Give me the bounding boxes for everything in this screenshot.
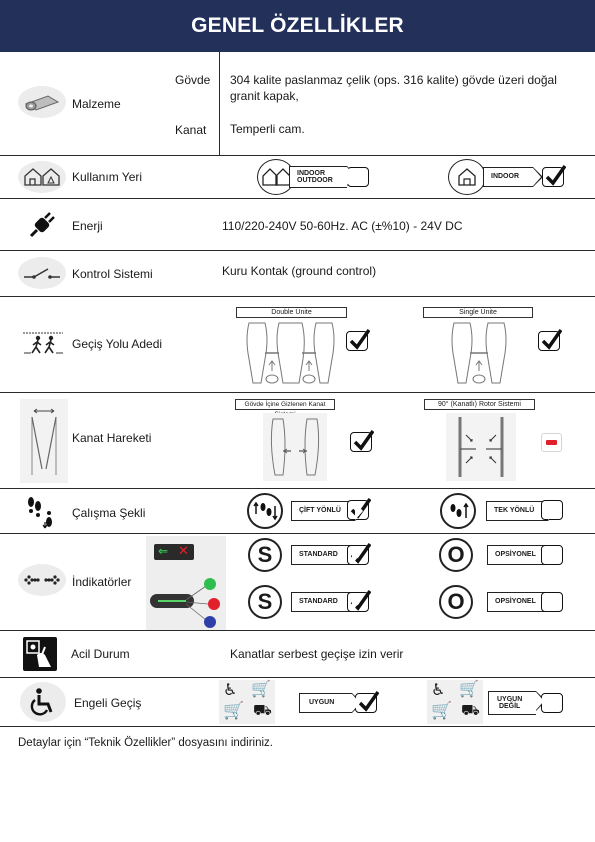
optional-tag-row1: OPSİYONEL [487,545,550,565]
check-icon [357,689,379,713]
hidden-wing-caption: Gövde İçine Gizlenen Kanat [235,399,335,410]
shopping-cart-icon: 🛒 [223,701,245,720]
unidirectional-option[interactable] [486,501,548,521]
optional-letter-row2: O [439,585,473,619]
indoor-tag: INDOOR [483,167,533,187]
accessible-option[interactable] [299,693,352,713]
engelli-label: Engeli Geçiş [74,696,142,710]
govde-label: Gövde [175,73,211,87]
bidirectional-tag: ÇİFT YÖNLÜ [291,501,355,521]
emergency-button-icon [23,637,57,671]
vertical-divider [219,52,220,156]
indoor-outdoor-tag [289,166,347,188]
kullanim-label: Kullanım Yeri [72,170,143,184]
acil-label: Acil Durum [71,647,130,661]
standard-option-row2[interactable] [291,592,352,612]
optional-tag-row2: OPSİYONEL [487,592,550,612]
footer-note: Detaylar için “Teknik Özellikler” dosyasını indiriniz. [18,737,273,749]
row-engelli [0,678,595,727]
single-unit-caption: Single Ünite [423,307,533,318]
enerji-label: Enerji [72,219,103,233]
stroller-icon: 🛒 [251,681,271,698]
standard-letter-row1: S [248,538,282,572]
indikator-label: İndikatörler [72,575,132,589]
standard-tag-row1: STANDARD [291,545,352,565]
not-accessible-text: UYGUN DEĞİL [497,695,523,710]
check-icon [544,163,566,187]
not-accessible-checkbox[interactable] [541,693,563,713]
indoor-option[interactable] [483,167,533,187]
acil-value: Kanatlar serbest geçişe izin verir [230,647,404,661]
row-gecis [0,297,595,393]
indicator-product-image [146,536,226,630]
indoor-icon [448,159,486,195]
indoor-outdoor-option[interactable] [289,166,347,188]
stroller-icon: 🛒 [459,681,479,698]
unidirectional-icon [440,493,476,529]
rotor-system-caption: 90° (Kanatlı) Rotor Sistemi [424,399,535,410]
row-acil [0,631,595,678]
page-title: GENEL ÖZELLİKLER [0,0,595,52]
row-malzeme [0,52,595,156]
check-icon [352,428,374,452]
optional-letter-row1: O [439,538,473,572]
kanat-label: Kanat Hareketi [72,431,152,445]
not-accessible-tag [488,691,536,715]
wing-movement-icon [20,399,68,483]
bidirectional-option[interactable] [291,501,355,521]
accessible-tag: UYGUN [299,693,352,713]
kanat-material-value: Temperli cam. [230,122,305,136]
row-kontrol [0,251,595,297]
footsteps-icon [25,494,61,535]
row-kanat [0,393,595,489]
indoor-outdoor-tag-text: INDOOR OUTDOOR [297,169,333,184]
enerji-value: 110/220-240V 50-60Hz. AC (±%10) - 24V DC [222,219,463,233]
check-icon [348,327,370,351]
malzeme-label: Malzeme [72,97,121,111]
minus-icon [546,440,557,445]
calisma-label: Çalışma Şekli [72,506,146,520]
switch-icon [18,257,66,289]
not-accessible-option[interactable] [488,691,536,715]
standard-letter-row2: S [248,585,282,619]
shopping-cart-icon: 🛒 [431,701,453,720]
hand-truck-icon: ⛟ [461,702,480,719]
row-calisma [0,489,595,534]
green-arrow-icon: ⇐ [158,544,169,558]
double-unit-diagram [243,319,338,392]
kontrol-label: Kontrol Sistemi [72,267,153,281]
unidirectional-tag: TEK YÖNLÜ [486,501,548,521]
double-unit-checkbox[interactable] [346,331,368,351]
single-unit-diagram [448,319,508,392]
govde-value: 304 kalite paslanmaz çelik (ops. 316 kalite) gövde üzeri doğal granit kapak, [230,73,557,103]
bidirectional-icon [247,493,283,529]
kontrol-value: Kuru Kontak (ground control) [222,264,377,278]
single-unit-checkbox[interactable] [538,331,560,351]
row-indikator [0,534,595,631]
pedestrians-icon [22,331,64,360]
rotor-system-diagram [446,413,516,481]
arrows-indicator-icon [18,564,66,596]
material-roll-icon [18,86,66,118]
row-enerji [0,199,595,251]
check-icon [540,327,562,351]
indoor-checkbox[interactable] [542,167,564,187]
standard-option-row1[interactable] [291,545,352,565]
red-x-icon: ✕ [178,543,189,558]
double-unit-caption: Double Ünite [236,307,347,318]
plug-icon [18,209,66,241]
wheelchair-small-icon: ♿ [223,682,238,699]
hidden-wing-diagram [263,413,327,481]
hand-truck-icon: ⛟ [253,702,272,719]
kanat-material-label: Kanat [175,123,207,137]
accessibility-icons-group2 [427,680,483,724]
accessibility-icons-group1 [219,680,275,724]
row-kullanim [0,156,595,199]
wheelchair-icon [20,682,66,722]
houses-icon [18,161,66,193]
wheelchair-small-icon: ♿ [431,682,446,699]
rotor-unavailable-checkbox[interactable] [541,433,562,452]
gecis-label: Geçiş Yolu Adedi [72,337,163,351]
hidden-wing-checkbox[interactable] [350,432,372,452]
standard-tag-row2: STANDARD [291,592,352,612]
